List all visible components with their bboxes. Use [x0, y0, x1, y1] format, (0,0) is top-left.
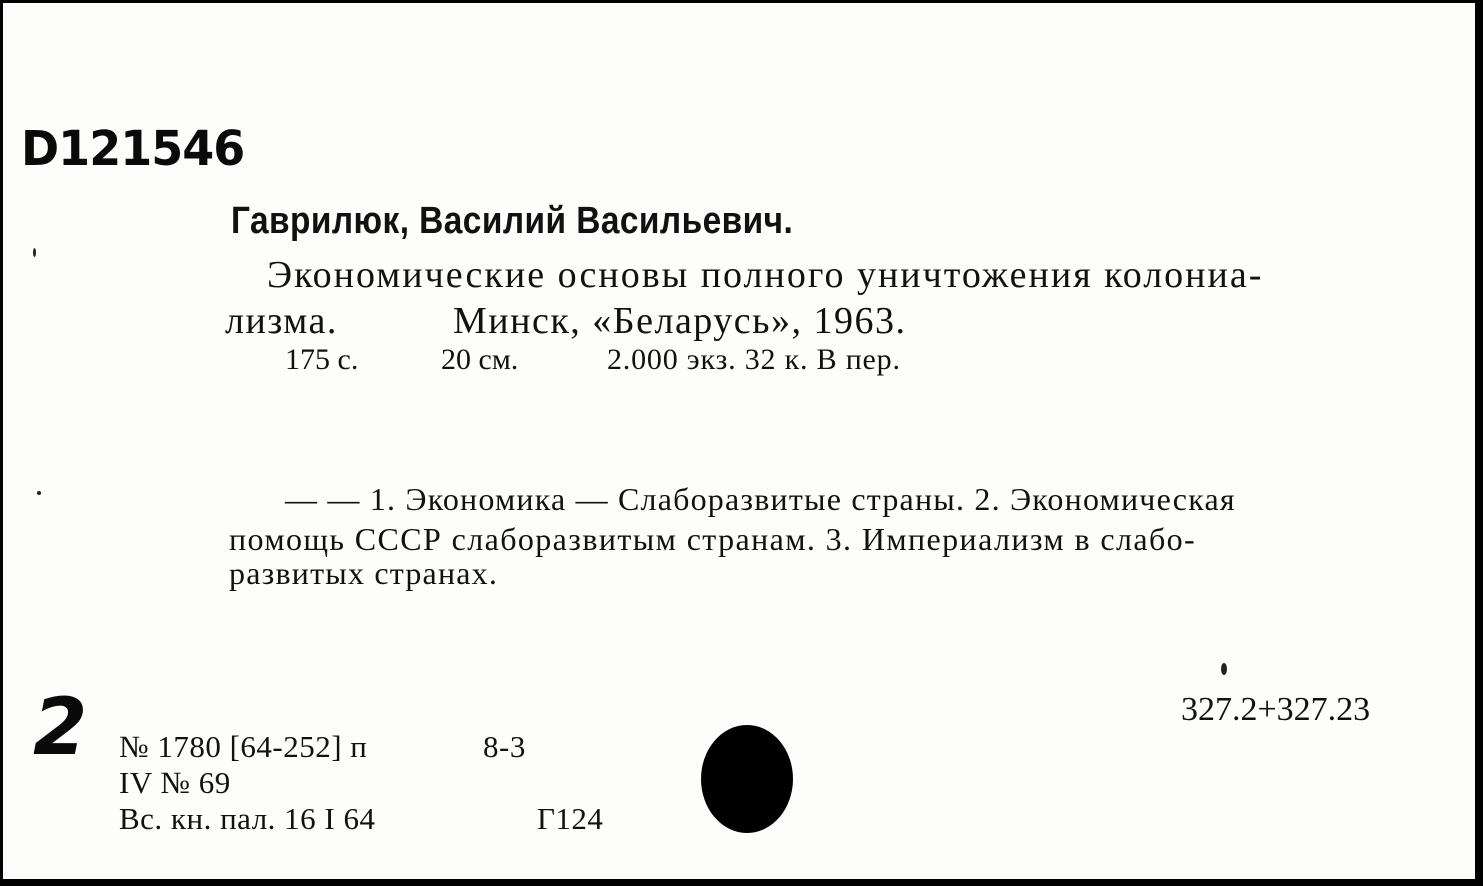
- catalog-card: [3, 3, 1475, 879]
- publication-info: Минск, «Беларусь», 1963.: [453, 300, 907, 342]
- subjects-line-2: помощь СССР слаборазвитым странам. 3. Империализм в слабо-: [229, 521, 1197, 557]
- size: 20 см.: [441, 343, 519, 376]
- ink-speck: [37, 491, 41, 495]
- subjects-line-1: — — 1. Экономика — Слаборазвитые страны. 2. Экономическая: [285, 481, 1236, 517]
- imprint-line-2: IV № 69: [119, 765, 231, 800]
- punch-hole: [701, 725, 793, 833]
- title-line-2-start: лизма.: [225, 300, 338, 342]
- imprint-line-1b: 8-3: [483, 729, 526, 764]
- subjects-line-3: развитых странах.: [229, 555, 499, 591]
- imprint-line-1a: № 1780 [64-252] п: [119, 729, 368, 764]
- title-line-1: Экономические основы полного уничтожения колониа-: [267, 254, 1264, 296]
- ink-speck: [1221, 663, 1227, 675]
- handwritten-mark: 2: [33, 683, 87, 773]
- imprint-line-3b: Г124: [537, 801, 604, 836]
- classification-number: 327.2+327.23: [1181, 691, 1371, 728]
- imprint-line-3a: Вс. кн. пал. 16 I 64: [119, 801, 376, 836]
- author-heading: Гаврилюк, Василий Васильевич.: [231, 200, 794, 242]
- call-number: D121546: [21, 119, 245, 177]
- pages: 175 с.: [285, 343, 359, 376]
- copies-price: 2.000 экз. 32 к. В пер.: [607, 343, 901, 376]
- ink-speck: [33, 248, 36, 257]
